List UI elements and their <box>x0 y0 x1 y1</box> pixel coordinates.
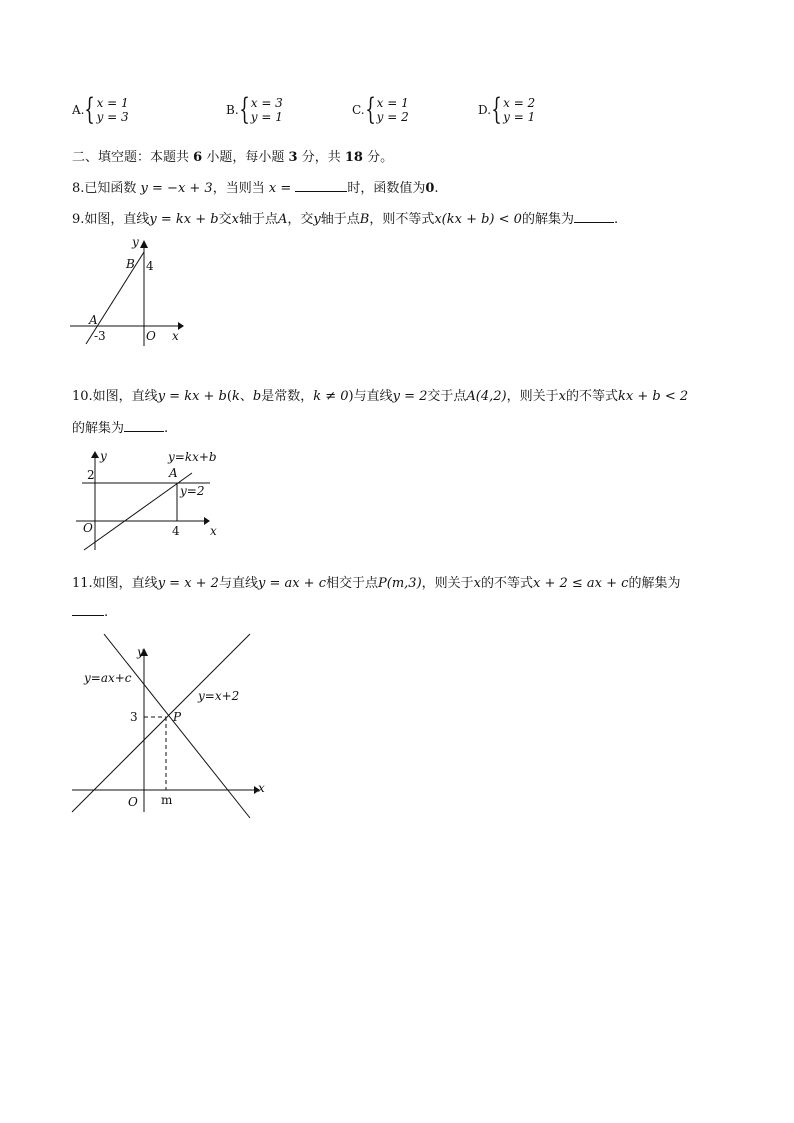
q11-text: 的不等式 <box>481 576 534 591</box>
arrow-icon <box>178 322 184 330</box>
brace-icon: { <box>238 92 250 127</box>
line-ax-c-label: y=ax+c <box>84 671 132 685</box>
y-label: y <box>137 645 144 659</box>
q9-text: 9.如图，直线 <box>72 212 150 227</box>
heading-text: 小题，每小题 <box>206 150 285 165</box>
q11-function: y = ax + c <box>257 576 326 591</box>
q8-variable: x = <box>268 181 292 196</box>
option-b <box>226 92 283 127</box>
question-10 <box>72 385 688 404</box>
equation: x = 1 <box>376 96 409 110</box>
q10-text: ( <box>226 389 232 404</box>
line-kx-b <box>84 473 192 550</box>
q10-point: A(4,2) <box>466 389 507 404</box>
q9-var: y <box>313 212 321 227</box>
equation-system <box>97 96 129 124</box>
question-11 <box>72 572 680 591</box>
q8-value: 0 <box>425 181 435 196</box>
q11-graph <box>72 632 272 822</box>
q11-text: 与直线 <box>218 576 258 591</box>
q9-text: 轴于点 <box>320 212 360 227</box>
question-10-line2 <box>72 417 168 436</box>
q10-text: ，则关于 <box>506 389 559 404</box>
q9-text: . <box>613 212 619 227</box>
tick-3-label: 3 <box>130 710 138 724</box>
q10-function: y = kx + b <box>157 389 227 404</box>
heading-points: 3 <box>288 150 298 165</box>
option-a <box>72 92 129 127</box>
equation: x = 1 <box>96 96 129 110</box>
option-letter: D. <box>478 103 492 117</box>
q8-text: 时，函数值为 <box>347 181 426 196</box>
answer-blank[interactable] <box>574 210 614 223</box>
heading-text: 分，共 <box>301 150 341 165</box>
q11-var: x <box>473 576 481 591</box>
q11-text: ，则关于 <box>421 576 474 591</box>
answer-blank[interactable] <box>295 179 347 192</box>
q10-text: 是常数， <box>261 389 314 404</box>
equation: x = 2 <box>503 96 536 110</box>
q10-condition: k ≠ 0 <box>313 389 349 404</box>
q10-line2: y = 2 <box>392 389 428 404</box>
equation-system <box>377 96 409 124</box>
option-c <box>352 92 409 127</box>
origin-label: O <box>83 521 93 535</box>
q8-text: . <box>434 181 439 196</box>
x-label: x <box>258 781 265 795</box>
q8-function: y = −x + 3 <box>140 181 213 196</box>
equation: y = 1 <box>503 110 536 124</box>
tick-4-label: 4 <box>172 524 180 538</box>
q9-text: 轴于点 <box>238 212 278 227</box>
y-label: y <box>100 449 107 463</box>
question-9 <box>72 208 618 227</box>
heading-text: 二、填空题：本题共 <box>72 150 190 165</box>
line-x2-label: y=x+2 <box>198 689 240 703</box>
q11-text: 的解集为 <box>628 576 681 591</box>
q8-text: 8.已知函数 <box>72 181 137 196</box>
section-heading <box>72 146 393 165</box>
line-y2-label: y=2 <box>180 484 205 498</box>
equation-system <box>503 96 535 124</box>
arrow-icon <box>91 451 99 458</box>
origin-label: O <box>146 329 156 343</box>
q11-function: y = x + 2 <box>157 576 219 591</box>
line-x-plus-2 <box>72 634 250 812</box>
brace-icon: { <box>364 92 376 127</box>
heading-count: 6 <box>193 150 203 165</box>
q10-inequality: kx + b < 2 <box>618 389 689 404</box>
option-letter: A. <box>72 103 85 117</box>
option-letter: B. <box>226 103 239 117</box>
q10-text: 、 <box>239 389 253 404</box>
y-label: y <box>132 235 139 249</box>
question-8 <box>72 177 439 196</box>
q10-text: 的解集为 <box>72 421 125 436</box>
arrow-icon <box>140 240 148 248</box>
heading-total: 18 <box>344 150 363 165</box>
q10-var: x <box>558 389 566 404</box>
q10-var: k <box>231 389 240 404</box>
q9-point: B <box>359 212 370 227</box>
x-label: x <box>172 329 179 343</box>
answer-blank[interactable] <box>124 419 164 432</box>
origin-label: O <box>128 795 138 809</box>
equation-system <box>251 96 283 124</box>
point-a-label: A <box>89 313 98 327</box>
q9-text: 交 <box>218 212 232 227</box>
q10-text: . <box>164 421 169 436</box>
q11-inequality: x + 2 ≤ ax + c <box>533 576 629 591</box>
point-p-label: P <box>173 710 182 724</box>
equation: y = 1 <box>250 110 283 124</box>
heading-text: 分。 <box>367 150 394 165</box>
option-d <box>478 92 536 127</box>
brace-icon: { <box>84 92 96 127</box>
q9-graph <box>70 236 185 346</box>
q9-text: 的解集为 <box>521 212 574 227</box>
tick-m-label: m <box>161 793 173 807</box>
q9-inequality: x(kx + b) < 0 <box>434 212 522 227</box>
equation: y = 2 <box>376 110 409 124</box>
q9-function: y = kx + b <box>149 212 219 227</box>
q11-text: 相交于点 <box>326 576 379 591</box>
line-label: y=kx+b <box>168 450 217 464</box>
point-b-label: B <box>126 257 135 271</box>
q10-text: 交于点 <box>427 389 467 404</box>
tick-4-label: 4 <box>146 259 154 273</box>
q11-point: P(m,3) <box>378 576 422 591</box>
q9-var: x <box>231 212 239 227</box>
q10-var: b <box>252 389 262 404</box>
x-label: x <box>210 524 217 538</box>
q9-text: ，则不等式 <box>369 212 435 227</box>
q9-point: A <box>277 212 288 227</box>
equation: x = 3 <box>250 96 283 110</box>
q11-text: . <box>104 605 109 620</box>
q10-graph <box>72 448 222 554</box>
q10-text: )与直线 <box>348 389 393 404</box>
q10-text: 的不等式 <box>565 389 618 404</box>
q10-text: 10.如图，直线 <box>72 389 158 404</box>
question-11-line2 <box>72 603 108 620</box>
equation: y = 3 <box>96 110 129 124</box>
answer-blank[interactable] <box>72 603 104 616</box>
q9-text: ，交 <box>287 212 314 227</box>
q11-text: 11.如图，直线 <box>72 576 158 591</box>
q8-text: ，当则当 <box>212 181 265 196</box>
brace-icon: { <box>491 92 502 127</box>
tick-2-label: 2 <box>87 468 95 482</box>
tick-neg3-label: -3 <box>94 329 106 343</box>
option-letter: C. <box>352 103 365 117</box>
point-a-label: A <box>169 466 178 480</box>
